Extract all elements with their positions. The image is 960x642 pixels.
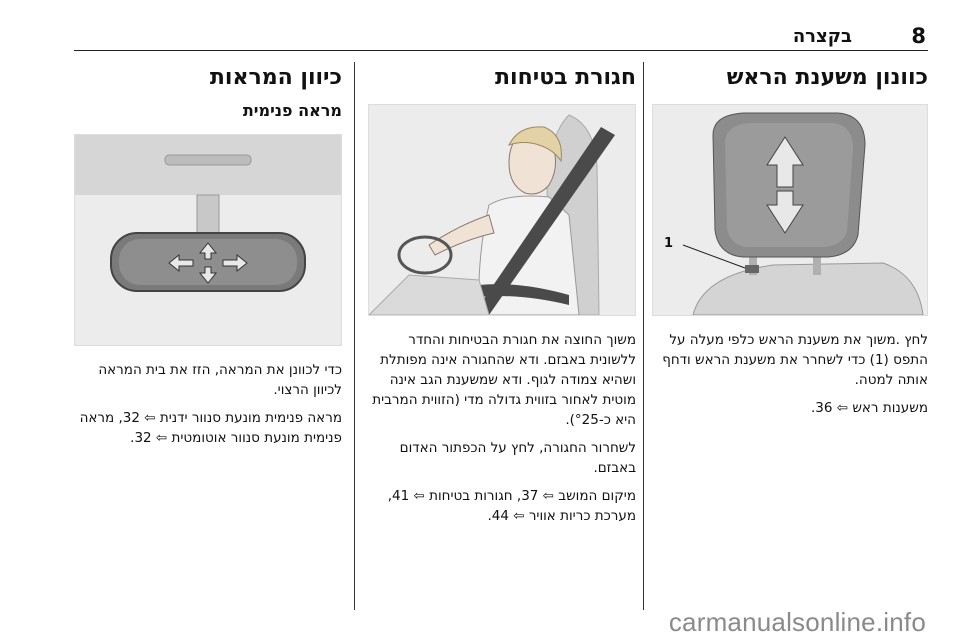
seat-belt-title: חגורת בטיחות: [495, 65, 636, 90]
headrest-illustration: [652, 104, 928, 316]
headrest-title: כוונון משענת הראש: [726, 65, 928, 90]
watermark: carmanualsonline.info: [668, 607, 926, 637]
column-seat-belt: [368, 64, 636, 534]
seat-belt-release: לשחרור החגורה, לחץ על הכפתור האדום באבזם.: [399, 440, 636, 476]
section-title: בקצרה: [792, 26, 852, 47]
seat-belt-illustration: [368, 104, 636, 316]
headrest-reference: משענות ראש ⇦ 36.: [810, 400, 928, 416]
header-rule: [74, 50, 928, 51]
column-mirrors: [74, 64, 342, 456]
mirrors-title: כיוון המראות: [209, 65, 342, 90]
mirror-instructions: כדי לכוונן את המראה, הזז את בית המראה לכיוון הרצוי.: [98, 362, 342, 398]
seat-belt-references: מיקום המושב ⇦ 37, חגורות בטיחות ⇦ 41, מערכת כריות אוויר ⇦ 44.: [387, 488, 636, 524]
column-divider: [643, 62, 644, 610]
interior-mirror-subtitle: מראה פנימית: [242, 101, 342, 120]
mirror-illustration: [74, 134, 342, 346]
mirror-references: מראה פנימית מונעת סנוור ידנית ⇦ 32, מראה פנימית מונעת סנוור אוטומטית ⇦ 32.: [79, 410, 342, 446]
page-header: [74, 0, 928, 52]
page-number: 8: [911, 24, 926, 48]
callout-label: 1: [663, 236, 673, 251]
column-headrest: [652, 64, 928, 426]
column-divider: [354, 62, 355, 610]
headrest-instructions: לחץ .משוך את משענת הראש כלפי מעלה על התפס (1) כדי לשחרר את משענת הראש ודחף אותה למטה.: [662, 332, 928, 388]
seat-belt-instructions: משוך החוצה את חגורת הבטיחות והחדר ללשונית באבזם. ודא שהחגורה אינה מפותלת ושהיא צמודה לגוף. ודא שמשענת הגב אינה מוטית לאחור בזווית גדולה מדי (הזווית המרבית היא כ-°25).: [372, 332, 636, 428]
